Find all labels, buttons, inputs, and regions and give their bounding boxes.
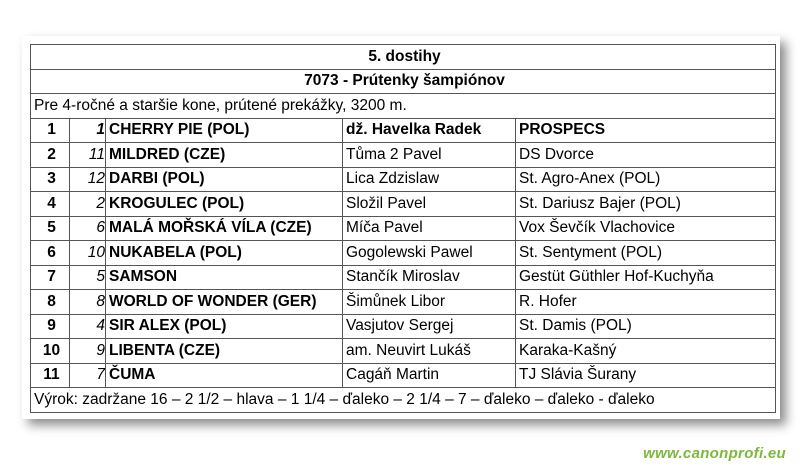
result-row [31,143,776,168]
start-number: 2 [70,192,106,217]
watermark: www.canonprofi.eu [643,445,786,462]
finish-position: 8 [31,290,70,315]
horse-name: CHERRY PIE (POL) [106,118,343,143]
result-row [31,192,776,217]
horse-name: ČUMA [106,363,343,388]
result-row [31,314,776,339]
jockey-name: Míča Pavel [343,216,516,241]
jockey-name: Gogolewski Pawel [343,241,516,266]
start-number: 12 [70,167,106,192]
finish-position: 6 [31,241,70,266]
owner-name: Gestüt Güthler Hof-Kuchyňa [516,265,776,290]
horse-name: SAMSON [106,265,343,290]
start-number: 4 [70,314,106,339]
start-number: 9 [70,339,106,364]
race-results-table [30,44,776,413]
finish-position: 5 [31,216,70,241]
horse-name: WORLD OF WONDER (GER) [106,290,343,315]
start-number: 7 [70,363,106,388]
finish-position: 7 [31,265,70,290]
race-title: 5. dostihy [31,45,776,70]
jockey-name: Lica Zdzislaw [343,167,516,192]
result-row [31,216,776,241]
result-row [31,290,776,315]
horse-name: MILDRED (CZE) [106,143,343,168]
jockey-name: Cagáň Martin [343,363,516,388]
result-row [31,118,776,143]
owner-name: PROSPECS [516,118,776,143]
jockey-name: dž. Havelka Radek [343,118,516,143]
result-row [31,167,776,192]
finish-position: 4 [31,192,70,217]
horse-name: SIR ALEX (POL) [106,314,343,339]
race-name: 7073 - Prútenky šampiónov [31,69,776,94]
horse-name: DARBI (POL) [106,167,343,192]
race-title-row [31,45,776,70]
start-number: 1 [70,118,106,143]
verdict-row [31,388,776,413]
horse-name: MALÁ MOŘSKÁ VÍLA (CZE) [106,216,343,241]
horse-name: LIBENTA (CZE) [106,339,343,364]
finish-position: 10 [31,339,70,364]
horse-name: KROGULEC (POL) [106,192,343,217]
start-number: 5 [70,265,106,290]
jockey-name: Šimůnek Libor [343,290,516,315]
owner-name: TJ Slávia Šurany [516,363,776,388]
result-row [31,363,776,388]
owner-name: St. Dariusz Bajer (POL) [516,192,776,217]
owner-name: St. Sentyment (POL) [516,241,776,266]
jockey-name: Stančík Miroslav [343,265,516,290]
race-name-row [31,69,776,94]
horse-name: NUKABELA (POL) [106,241,343,266]
jockey-name: Složil Pavel [343,192,516,217]
result-row [31,241,776,266]
finish-position: 1 [31,118,70,143]
owner-name: DS Dvorce [516,143,776,168]
race-conditions-row [31,94,776,119]
owner-name: St. Damis (POL) [516,314,776,339]
result-row [31,265,776,290]
owner-name: Vox Ševčík Vlachovice [516,216,776,241]
start-number: 6 [70,216,106,241]
owner-name: St. Agro-Anex (POL) [516,167,776,192]
start-number: 8 [70,290,106,315]
jockey-name: Tůma 2 Pavel [343,143,516,168]
race-conditions: Pre 4-ročné a staršie kone, prútené prekážky, 3200 m. [31,94,776,119]
jockey-name: Vasjutov Sergej [343,314,516,339]
owner-name: Karaka-Kašný [516,339,776,364]
finish-position: 2 [31,143,70,168]
finish-position: 11 [31,363,70,388]
start-number: 11 [70,143,106,168]
jockey-name: am. Neuvirt Lukáš [343,339,516,364]
finish-position: 3 [31,167,70,192]
result-row [31,339,776,364]
race-verdict: Výrok: zadržane 16 – 2 1/2 – hlava – 1 1/4 – ďaleko – 2 1/4 – 7 – ďaleko – ďaleko - ďaleko [31,388,776,413]
owner-name: R. Hofer [516,290,776,315]
start-number: 10 [70,241,106,266]
finish-position: 9 [31,314,70,339]
